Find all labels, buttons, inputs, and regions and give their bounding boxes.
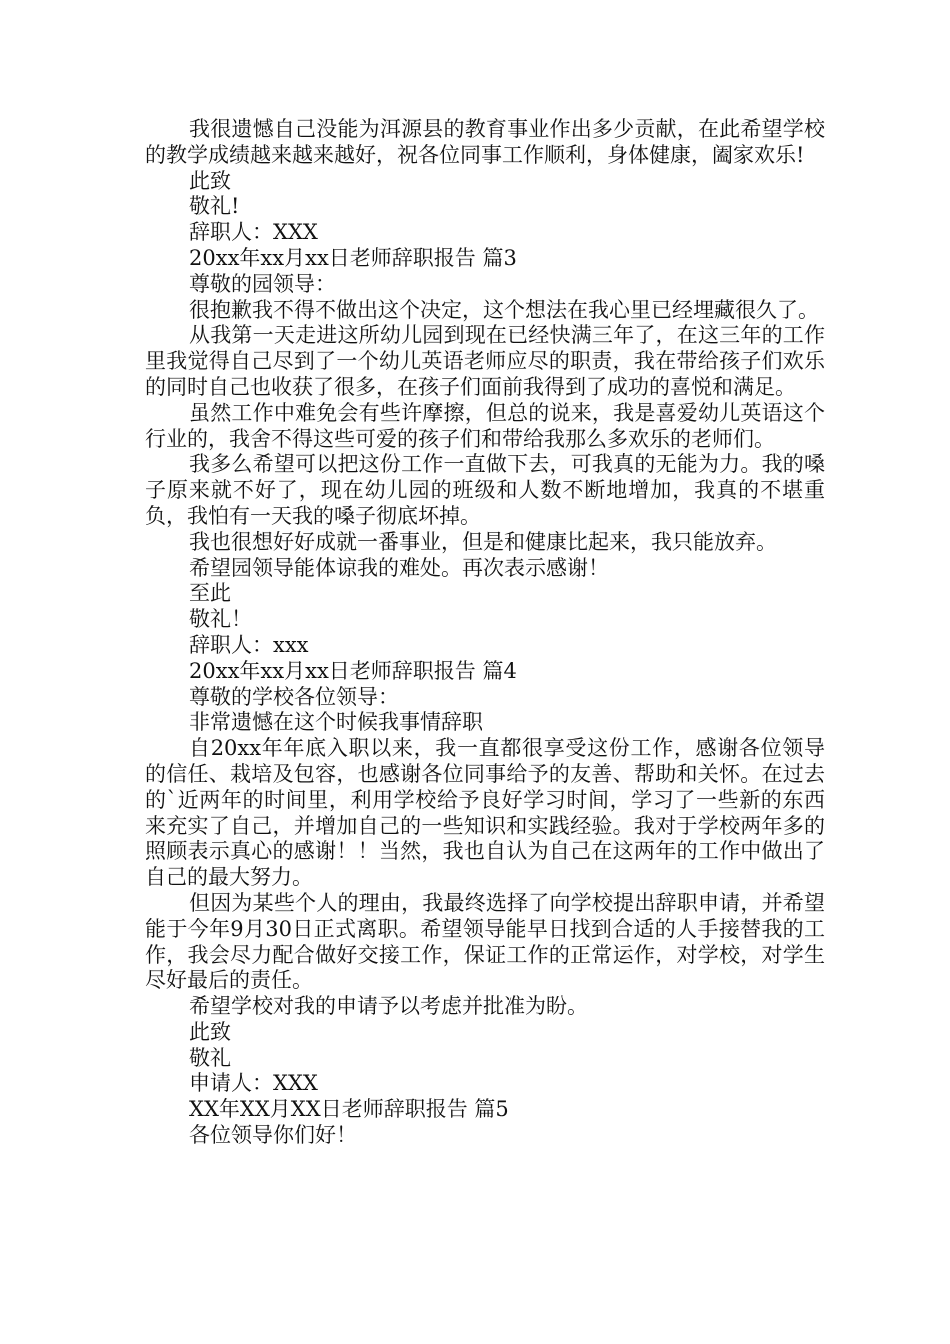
- paragraph: 我多么希望可以把这份工作一直做下去，可我真的无能为力。我的嗓子原来就不好了，现在幼儿园的班级和人数不断地增加，我真的不堪重负，我怕有一天我的嗓子彻底坏掉。: [145, 452, 825, 528]
- paragraph: 敬礼!: [189, 194, 240, 219]
- paragraph: 但因为某些个人的理由，我最终选择了向学校提出辞职申请，并希望能于今年9月30日正式离职。希望领导能早日找到合适的人手接替我的工作，我会尽力配合做好交接工作，保证工作的正常运作，对学校，对学生尽好最后的责任。: [145, 890, 825, 993]
- paragraph: 至此: [189, 581, 231, 606]
- paragraph: 辞职人：XXX: [189, 220, 318, 245]
- paragraph: 尊敬的学校各位领导：: [189, 684, 399, 709]
- section-heading: 20xx年xx月xx日老师辞职报告 篇3: [189, 245, 517, 270]
- paragraph: 我很遗憾自己没能为洱源县的教育事业作出多少贡献，在此希望学校的教学成绩越来越来越好，祝各位同事工作顺利，身体健康，阖家欢乐!: [145, 117, 825, 167]
- paragraph: 很抱歉我不得不做出这个决定，这个想法在我心里已经埋藏很久了。: [189, 297, 819, 322]
- section-heading: XX年XX月XX日老师辞职报告 篇5: [189, 1097, 509, 1122]
- paragraph: 从我第一天走进这所幼儿园到现在已经快满三年了，在这三年的工作里我觉得自己尽到了一个幼儿英语老师应尽的职责，我在带给孩子们欢乐的同时自己也收获了很多，在孩子们面前我得到了成功的喜悦和满足。: [145, 323, 825, 399]
- paragraph: 此致: [189, 1019, 231, 1044]
- paragraph: 敬礼！: [189, 607, 252, 632]
- paragraph: 申请人：XXX: [189, 1071, 318, 1096]
- paragraph: 敬礼: [189, 1045, 231, 1070]
- paragraph: 希望园领导能体谅我的难处。再次表示感谢！: [189, 555, 609, 580]
- paragraph: 我也很想好好成就一番事业，但是和健康比起来，我只能放弃。: [189, 529, 777, 554]
- section-heading: 20xx年xx月xx日老师辞职报告 篇4: [189, 658, 517, 683]
- paragraph: 虽然工作中难免会有些许摩擦，但总的说来，我是喜爱幼儿英语这个行业的，我舍不得这些可爱的孩子们和带给我那么多欢乐的老师们。: [145, 400, 825, 451]
- paragraph: 非常遗憾在这个时候我事情辞职: [189, 710, 483, 735]
- document-body: [145, 117, 825, 1149]
- paragraph: 自20xx年年底入职以来，我一直都很享受这份工作，感谢各位领导的信任、栽培及包容，也感谢各位同事给予的友善、帮助和关怀。在过去的`近两年的时间里，利用学校给予良好学习时间，学习了一些新的东西来充实了自己，并增加自己的一些知识和实践经验。我对于学校两年多的照顾表示真心的感谢！！当然，我也自认为自己在这两年的工作中做出了自己的最大努力。: [145, 736, 825, 890]
- paragraph: 此致: [189, 168, 231, 193]
- paragraph: 各位领导你们好！: [189, 1123, 357, 1148]
- paragraph: 辞职人：xxx: [189, 632, 309, 657]
- paragraph: 希望学校对我的申请予以考虑并批准为盼。: [189, 994, 588, 1019]
- paragraph: 尊敬的园领导：: [189, 271, 336, 296]
